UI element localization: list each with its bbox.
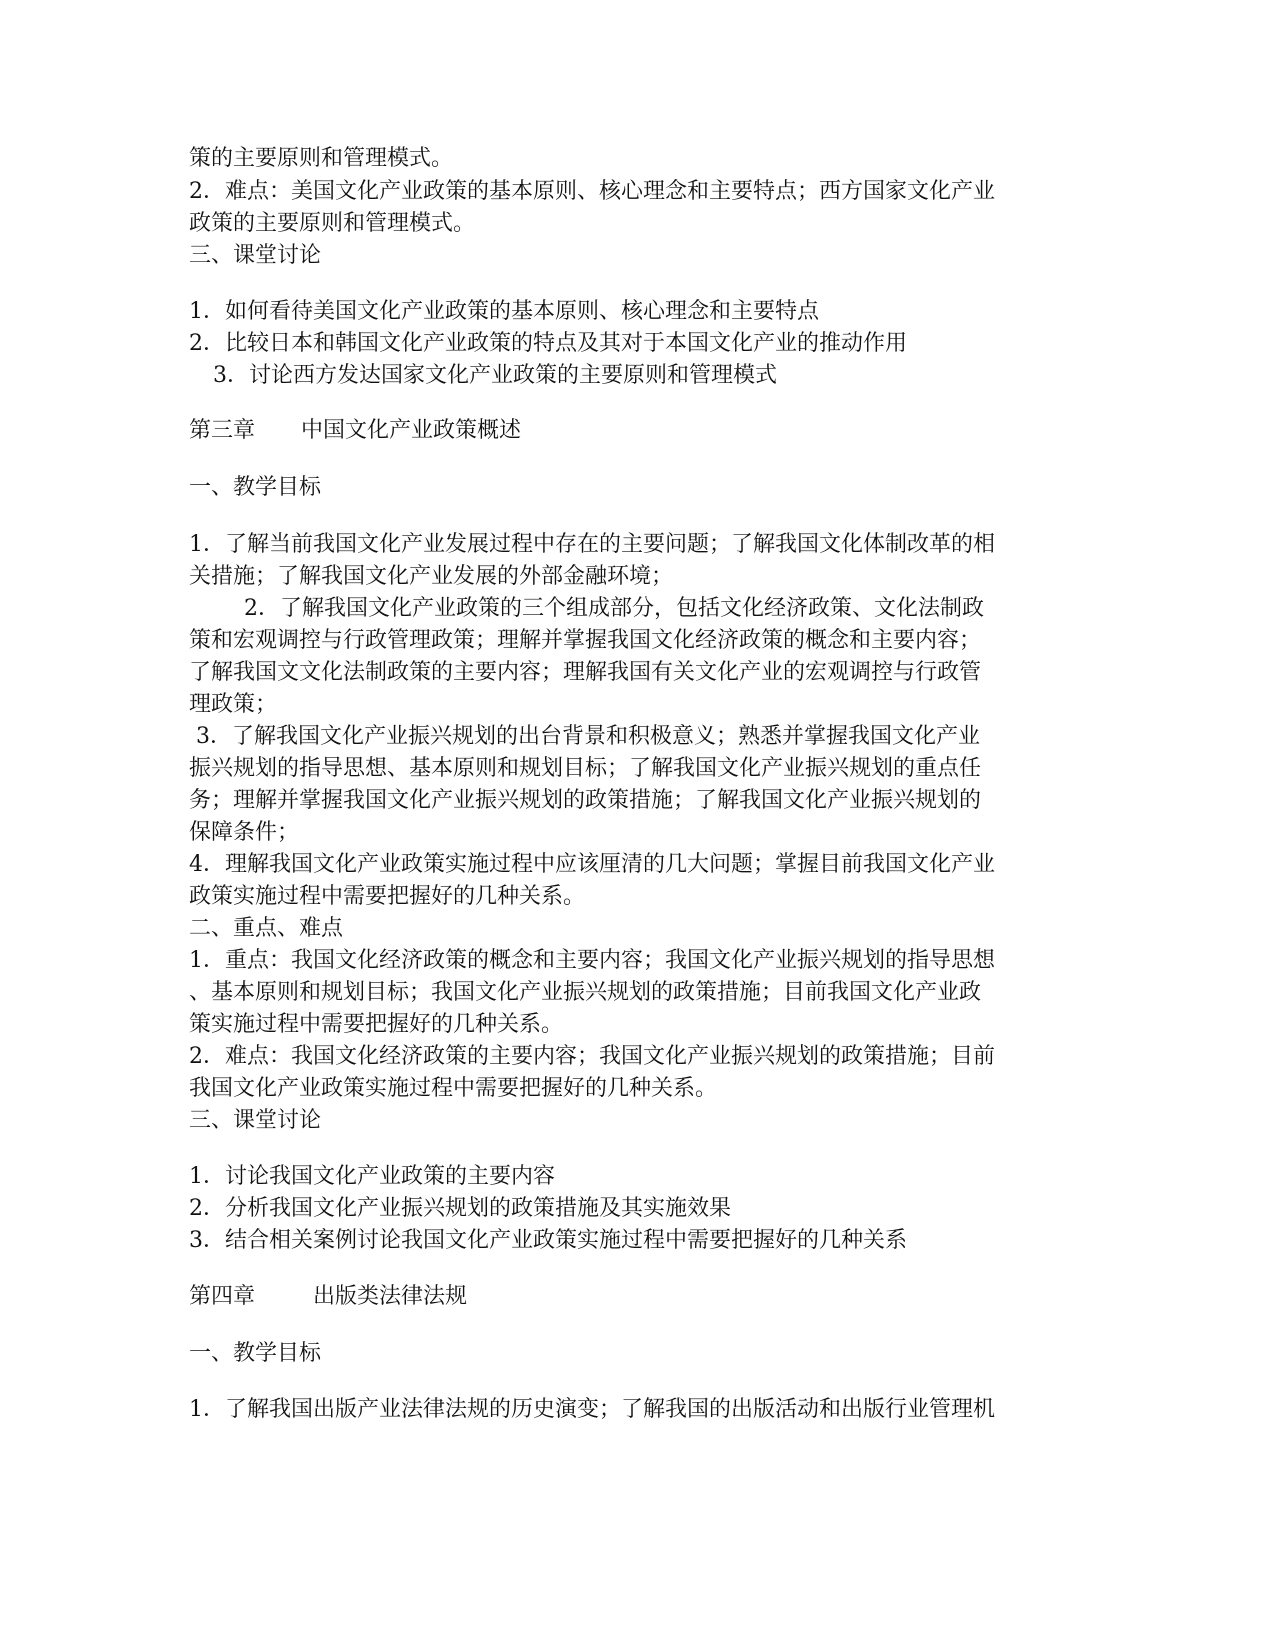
chapter-title: 中国文化产业政策概述 <box>301 418 522 443</box>
chapter-title: 出版类法律法规 <box>313 1284 468 1309</box>
text-line: 2．难点：美国文化产业政策的基本原则、核心理念和主要特点；西方国家文化产业 <box>189 179 995 204</box>
text-line: 、基本原则和规划目标；我国文化产业振兴规划的政策措施；目前我国文化产业政 <box>189 980 982 1005</box>
text-line: 2．分析我国文化产业振兴规划的政策措施及其实施效果 <box>189 1196 731 1221</box>
text-line: 4．理解我国文化产业政策实施过程中应该厘清的几大问题；掌握目前我国文化产业 <box>189 852 995 877</box>
text-line: 了解我国文文化法制政策的主要内容；理解我国有关文化产业的宏观调控与行政管 <box>189 660 982 685</box>
chapter-number: 第四章 <box>189 1284 256 1309</box>
text-line: 保障条件； <box>189 820 300 845</box>
text-line: 关措施；了解我国文化产业发展的外部金融环境； <box>189 564 674 589</box>
text-line: 3．结合相关案例讨论我国文化产业政策实施过程中需要把握好的几种关系 <box>189 1228 907 1253</box>
text-line: 策实施过程中需要把握好的几种关系。 <box>189 1012 564 1037</box>
section-heading: 一、教学目标 <box>189 1341 322 1366</box>
text-line: 2．比较日本和韩国文化产业政策的特点及其对于本国文化产业的推动作用 <box>189 331 907 356</box>
text-line: 政策实施过程中需要把握好的几种关系。 <box>189 884 586 909</box>
text-line: 2．了解我国文化产业政策的三个组成部分，包括文化经济政策、文化法制政 <box>244 596 984 621</box>
text-line: 1．了解我国出版产业法律法规的历史演变；了解我国的出版活动和出版行业管理机 <box>189 1397 995 1422</box>
text-line: 策的主要原则和管理模式。 <box>189 146 454 171</box>
text-line: 2．难点：我国文化经济政策的主要内容；我国文化产业振兴规划的政策措施；目前 <box>189 1044 995 1069</box>
text-line: 理政策； <box>189 692 278 717</box>
chapter-number: 第三章 <box>189 418 256 443</box>
text-line: 1．讨论我国文化产业政策的主要内容 <box>189 1164 555 1189</box>
text-line: 3．讨论西方发达国家文化产业政策的主要原则和管理模式 <box>213 363 777 388</box>
section-heading: 三、课堂讨论 <box>189 1108 322 1133</box>
text-line: 1．重点：我国文化经济政策的概念和主要内容；我国文化产业振兴规划的指导思想 <box>189 948 995 973</box>
text-line: 3．了解我国文化产业振兴规划的出台背景和积极意义；熟悉并掌握我国文化产业 <box>196 724 980 749</box>
text-line: 政策的主要原则和管理模式。 <box>189 211 476 236</box>
section-heading: 三、课堂讨论 <box>189 243 322 268</box>
text-line: 务；理解并掌握我国文化产业振兴规划的政策措施；了解我国文化产业振兴规划的 <box>189 788 982 813</box>
text-line: 策和宏观调控与行政管理政策；理解并掌握我国文化经济政策的概念和主要内容； <box>189 628 982 653</box>
text-line: 1．了解当前我国文化产业发展过程中存在的主要问题；了解我国文化体制改革的相 <box>189 532 995 557</box>
section-heading: 二、重点、难点 <box>189 916 344 941</box>
text-line: 1．如何看待美国文化产业政策的基本原则、核心理念和主要特点 <box>189 299 819 324</box>
text-line: 我国文化产业政策实施过程中需要把握好的几种关系。 <box>189 1076 718 1101</box>
text-line: 振兴规划的指导思想、基本原则和规划目标；了解我国文化产业振兴规划的重点任 <box>189 756 982 781</box>
section-heading: 一、教学目标 <box>189 475 322 500</box>
